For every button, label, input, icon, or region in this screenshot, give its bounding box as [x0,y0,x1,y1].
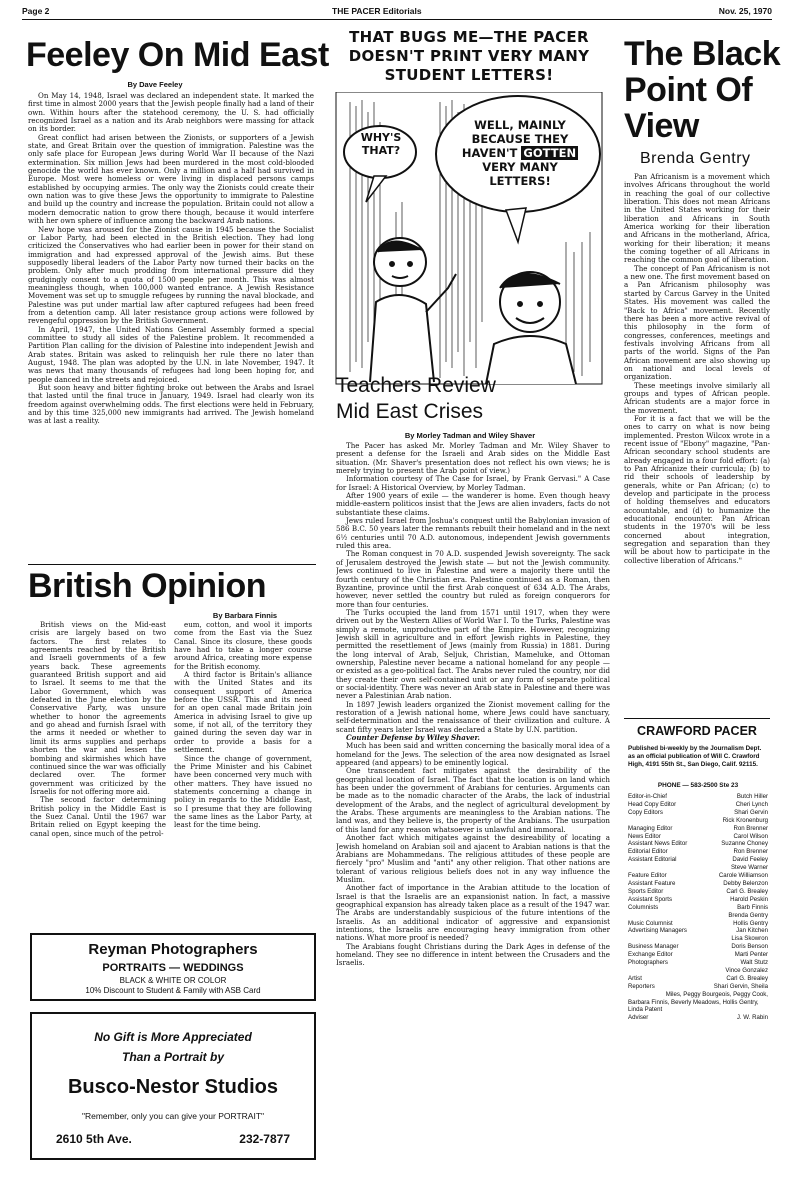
masthead-top-rule [624,718,770,719]
busco-name: Busco-Nestor Studios [67,1076,279,1098]
paragraph: The Roman conquest in 70 A.D. suspended Jewish sovereignty. The sack of Jerusalem destroyed the Jewish state — but not the Jewish community. Jews continued to live in Palestine and were a majority there until the fourth century of the Christian era. Palestine continued as a Roman, then Byzantine, province until the first Arab conquest of 634 A.D. The Arabs, however, never settled the country but ruled as foreign conquerors for more than four centuries. [336,549,610,609]
paragraph: But soon heavy and bitter fighting broke out between the Arabs and Israel that lasted until the final truce in January, 1949. Israel had clearly won its freedom against overwhelming odds. The first elections were held in February, and by this time 325,000 new immigrants had arrived. The Jewish homeland was at last a reality. [28,383,314,426]
gotten-word: GOTTEN [523,146,577,160]
paragraph: In April, 1947, the United Nations General Assembly formed a special committee to study all sides of the Palestine problem. It recommended a Partition Plan calling for the division of Palestine into independent Jewish and Arab states. Britain was asked to relinquish her rule there no later than August, 1948. The plan was adopted by the U.N. in late November, 1947. It was news that many thousands of refugees had long been hoping for, and people danced in the streets and rejoiced. [28,324,314,384]
staff-row: Steve Warner [730,864,768,872]
staff-row: Feature Editor Carole Williamson [628,872,768,880]
staff-row: Vince Gonzalez [725,966,768,974]
paragraph: In 1897 Jewish leaders organized the Zionist movement calling for the restoration of a Jewish national home, where Jews could have sanctuary, self-determination and the renaissance of their civilization and culture. A scant fifty years later Israel was declared a State by U.N. partition. [336,699,610,734]
reyman-discount: 10% Discount to Student & Family with ASB Card [85,986,261,995]
staff-row: Miles, Peggy Bourgeois, Peggy Cook, [665,990,768,998]
paragraph: For it is a fact that we will be the ones to carry on what is now being implemented. Preston Wilcox wrote in a recent issue of "Ebony" magazine, "Pan-African secondary school students are already engaged in a four fold effort: (a) to Pan Africanize their curricula; (b) to rid their schools of leadership by generals, white or Pan African; (c) to develop and participate in the process of holding themselves and educators accountable, and (d) to humanize the educational encounter. Pan African students in the 1970's will be less concerned about integration, segregation and separation than they will be about how to participate in the collective liberation of Africans." [624,413,770,565]
reyman-name: Reyman Photographers [88,941,258,958]
paragraph: The Arabians fought Christians during the Dark Ages in defense of the homeland. They see no difference in intent between the Crusaders and the Israelis. [336,941,610,968]
staff-row: Rick Kronenburg [722,816,768,824]
paragraph: A third factor is Britain's alliance with the United States and its consequent support of America before the USSR. This and its need for an open canal made Britain join America in advising Israel to give up some, if not all, of the territory they gained during the seven day war in order to provide a basis for a settlement. [174,670,312,755]
busco-address: 2610 5th Ave. [56,1132,132,1146]
staff-row: Copy Editors Shari Gervin [628,808,768,816]
paragraph: Another fact of importance in the Arabian attitude to the location of Israel is that the Israelis are an expansionist nation. In fact, a massive geographical expansion has already taken place as a result of the 1947 war. The Arabs are understandably suspicious of the future intentions of the Israelis. As an additional indicator of aggressive and expansionist intentions, the Israelis are encouraging heavy immigration from other nations. What more proof is needed? [336,883,610,943]
staff-row: Sports Editor Carl G. Brealey [628,887,768,895]
teachers-headline-1: Teachers Review [336,374,496,397]
speech-right-text-2: VERY MANY LETTERS! [482,160,558,188]
staff-row: Lisa Skowron [731,935,768,943]
blackpoint-headline-1: The Black [624,35,781,73]
paragraph: Information courtesy of The Case for Israel, by Frank Gervasi." A Case for Israel: A Historical Overview, by Morley Tadman. [336,474,610,492]
british-col-1 [30,621,166,911]
paragraph: eum, cotton, and wool it imports come from the East via the Suez Canal. Since its closure, these goods have had to take a longer course around Africa, creating more expense for the British economy. [174,621,312,671]
blackpoint-byline: Brenda Gentry [640,150,751,167]
cartoon [330,22,608,394]
divider [28,564,316,565]
staff-row: Assistant Sports Harold Peskin [628,895,768,903]
british-headline: British Opinion [28,567,267,605]
cartoon-caption: THAT BUGS ME—THE PACER DOESN'T PRINT VERY MANY STUDENT LETTERS! [348,28,590,84]
feeley-byline: By Dave Feeley [127,80,183,89]
paragraph: Counter Defense by Wiley Shaver. [346,733,481,743]
paragraph: British views on the Mid-east crisis are largely based on two factors. The first relates to agreements reached by the British and Israeli governments of a few years back. These agreements guaranteed British support and aid to Israel. It seems to me that the Labor Government, which was defeated in the June election by the Conservative Party, was unsure whether to honor the agreements and go ahead and furnish Israel with the arms it needed or whether to limit its arms supplies and perhaps shorten the war and lessen the bombing and skirmishes which have continued since the war was officially declared over. The former government was criticized by the Israelis for not offering more aid. [30,621,166,796]
staff-row: Columnists Barb Finnis [628,903,768,911]
paragraph: New hope was aroused for the Zionist cause in 1945 because the Socialist or Labor Party, had been elected in the British election. They had long criticized the Conservatives who had earlier been in power for their stand on immigration and had expressed approval of the Jewish aims. But these supposedly liberal leaders of the Labor Party now turned their backs on the problem. Only after much prodding from international pressure did they grudgingly consent to a quota of 1500 people per month. This was almost meaningless though, when 100,000 wanted entrance. A Jewish Resistance Movement was set up to smuggle refugees by running the naval blockade, and Palestine was put under martial law after captured refugees had been freed from a detention camp. All later resistance group actions were followed by revengeful oppression by the British Government. [28,224,314,326]
reyman-services: PORTRAITS — WEDDINGS [102,962,244,974]
masthead-staff-list [628,793,768,1173]
header-rule [22,19,772,20]
paragraph: Pan Africanism is a movement which involves Africans throughout the world in reaching the goal of our collective liberation. This does not mean Africans in the United States working for their liberation and Africans in South America working for their liberation and Africans in the motherland, Africa, working for their liberation; it means the coming together of all Africans in reaching the common goal of liberation. [624,173,770,265]
paragraph: After 1900 years of exile — the wanderer is home. Even though heavy middle-eastern politicos insist that the Jews are alien invaders, facts do not substantiate these claims. [336,491,610,517]
speech-right-text [450,118,590,188]
staff-row: Music Columnist Hollis Gentry [628,919,768,927]
section-title: THE PACER Editorials [332,6,422,16]
paragraph: The second factor determining British policy in the Middle East is the Suez Canal. Until the 1967 war Britain relied on Egypt keeping the canal open, since much of the petrol- [30,795,166,838]
paragraph: Great conflict had arisen between the Zionists, or supporters of a Jewish state, and Great Britain over the question of immigration. Palestine was the only safe place for European Jews during World War II because of the Nazi extermination. Six million Jews had been murdered in the most cold-blooded genocide the world has ever known. Only a million and a half had survived in Europe. Most were homeless or were living in displaced persons camps established by occupying armies. The only way the Zionists could create their own nation was to give these Jews the opportunity to immigrate to Palestine and build up the country and increase the population. Britain could not allow a modern democratic nation to grow there though, because it would interfere with her own sphere of influence among the backward Arab nations. [28,132,314,226]
reyman-color: BLACK & WHITE OR COLOR [119,976,227,985]
boy-figure-right [486,272,576,384]
staff-row: Exchange Editor Marti Penter [628,951,768,959]
paragraph: Since the change of government, the Prime Minister and his Cabinet have been concerned very much with other matters. They have issued no statements concerning a change in policy in regards to the Middle East, so I presume that they are following the same lines as the Labor Party, at least for the time being. [174,753,312,830]
staff-row: Advertising Managers Jan Kitchen [628,927,768,935]
staff-row: Assistant News Editor Suzanne Choney [628,840,768,848]
staff-row: Adviser J. W. Rabin [628,1014,768,1022]
british-byline: By Barbara Finnis [212,611,278,620]
paragraph: Another fact which mitigates against the desireability of locating a Jewish homeland on Arabian soil and ajacent to Arabian nations is that the Arabians are Mohammedans. The religious attitudes of these people are fiercely "pro" Muslim and "anti" any other religion. That other nations are tolerant of various religious beliefs does not in any way influence the Muslim. [336,833,610,884]
busco-line-2: Than a Portrait by [121,1050,225,1064]
blackpoint-headline [624,36,780,144]
feeley-headline: Feeley On Mid East [26,36,329,74]
masthead-title: CRAWFORD PACER [637,724,757,738]
masthead-info: Published bi-weekly by the Journalism Dept. as an official publication of Will C. Crawford High, 4191 55th St., San Diego, Calif. 92115. [628,745,762,768]
teachers-article [336,442,610,1172]
staff-row: Editorial Editor Ron Brenner [628,848,768,856]
staff-row: Editor-in-Chief Butch Hiller [628,793,768,800]
staff-row: Brenda Gentry [728,911,768,919]
staff-row: Photographers Walt Stutz [628,959,768,967]
busco-phone: 232-7877 [239,1132,290,1146]
paragraph: The Pacer has asked Mr. Morley Tadman and Mr. Wiley Shaver to present a defense for the Israeli and Arab sides on the Middle East situation. (Mr. Shaver's presentation does not reflect his own views; he is merely trying to present the Arab point of view.) [336,442,610,476]
paragraph: One transcendent fact mitigates against the desirability of the geographical location of Israel. The fact that the location is on land which has been under the government of Arabians for centuries. Arguments can be made as to the nomadic character of the Arabs, the lack of industrial development of the Arabs, and the neglect of agricultural development by the Arabs. These arguments are meaningless to the Arabian nations. The land was, and they believe is, the property of the Arabians. The usurpation of this land for any reason whatsoever is unlawful and immoral. [336,766,610,834]
paragraph: Much has been said and written concerning the basically moral idea of a homeland for the Jews. The selection of the area now designated as Israel appeared (and appears) to be eminently logical. [336,741,610,768]
paragraph: These meetings involve similarly all groups and types of African people. African students are a major force in the movement. [624,380,770,415]
staff-row: Assistant Editorial David Feeley [628,856,768,864]
busco-ad [30,1012,316,1160]
staff-row: Assistant Feature Debby Belenzon [628,879,768,887]
staff-row: Business Manager Doris Benson [628,943,768,951]
paragraph: The Turks occupied the land from 1571 until 1917, when they were driven out by the Western Allies of World War I. To the Turks, Palestine was simply a remote, unproductive part of the Empire. However, recognizing Jewish skill in agriculture and in effort Jewish rights in Palestine, they permitted the resettlement of Jews (mainly from Russia) in 1881. During the long interval of Arab, Seljuk, Christian, Mameluke, and Ottoman ownership, Palestine never became a national homeland for any people — or existed as a geo-political fact. The Arabs never ruled the country, nor did they create their own self-contained unit or any form of separate political or social-identity. There was never an Arab state in Palestine and there was never a Palestinian Arab nation. [336,607,610,701]
blackpoint-headline-3: View [624,107,699,145]
reyman-ad [30,933,316,1001]
staff-row: Barbara Finnis, Beverly Meadows, Hollis Gentry, Linda Patent [628,998,759,1014]
paragraph: The concept of Pan Africanism is not a new one. The first movement based on a Pan Africanism philosophy was started by Carcus Garvey in the United States. His movement was called the "Back to Africa" movement. Recently there has been a more active revival of this philosophy in the form of congresses, conferences, meetings and festivals involving Africans from all parts of the world. Signs of the Pan African movement are also showing up on national and local levels of organization. [624,263,770,382]
issue-date: Nov. 25, 1970 [718,6,772,16]
staff-row: Head Copy Editor Cheri Lynch [628,800,768,808]
staff-row: Managing Editor Ron Brenner [628,824,768,832]
british-col-2 [174,621,312,911]
paragraph: On May 14, 1948, Israel was declared an independent state. It marked the first time in almost 2000 years that the Jewish people finally had a land of their own. Within hours after the statehood ceremony, the U. S. had officially recognized Israel as a nation and its Arab neighbors were massing for attack on its border. [28,92,314,134]
page-header [22,6,772,18]
busco-line-1: No Gift is More Appreciated [94,1030,252,1044]
paragraph: Jews ruled Israel from Joshua's conquest until the Babylonian invasion of 586 B.C. 50 years later the remnants rebuilt their homeland and in the next 6½ centuries until 70 A.D. autonomous, independent Jewish governments ruled this area. [336,516,610,551]
boy-figure-left [370,238,456,382]
speech-left-text: WHY'S THAT? [360,131,402,157]
staff-row: News Editor Carol Wilson [628,832,768,840]
speech-right-text-1: WELL, MAINLY BECAUSE THEY HAVEN'T [461,118,569,160]
staff-row: Artist Carl G. Brealey [628,974,768,982]
busco-quote: "Remember, only you can give your PORTRAIT" [81,1111,265,1121]
page-number: Page 2 [22,6,50,16]
feeley-article [28,92,314,562]
staff-row: Reporters Shari Gervin, Sheila [628,982,768,990]
blackpoint-headline-2: Point Of [624,71,753,109]
blackpoint-article [624,173,770,713]
teachers-headline-2: Mid East Crises [336,400,484,423]
teachers-byline: By Morley Tadman and Wiley Shaver [404,431,536,440]
masthead-phone: PHONE — 583-2500 Ste 23 [657,782,739,789]
